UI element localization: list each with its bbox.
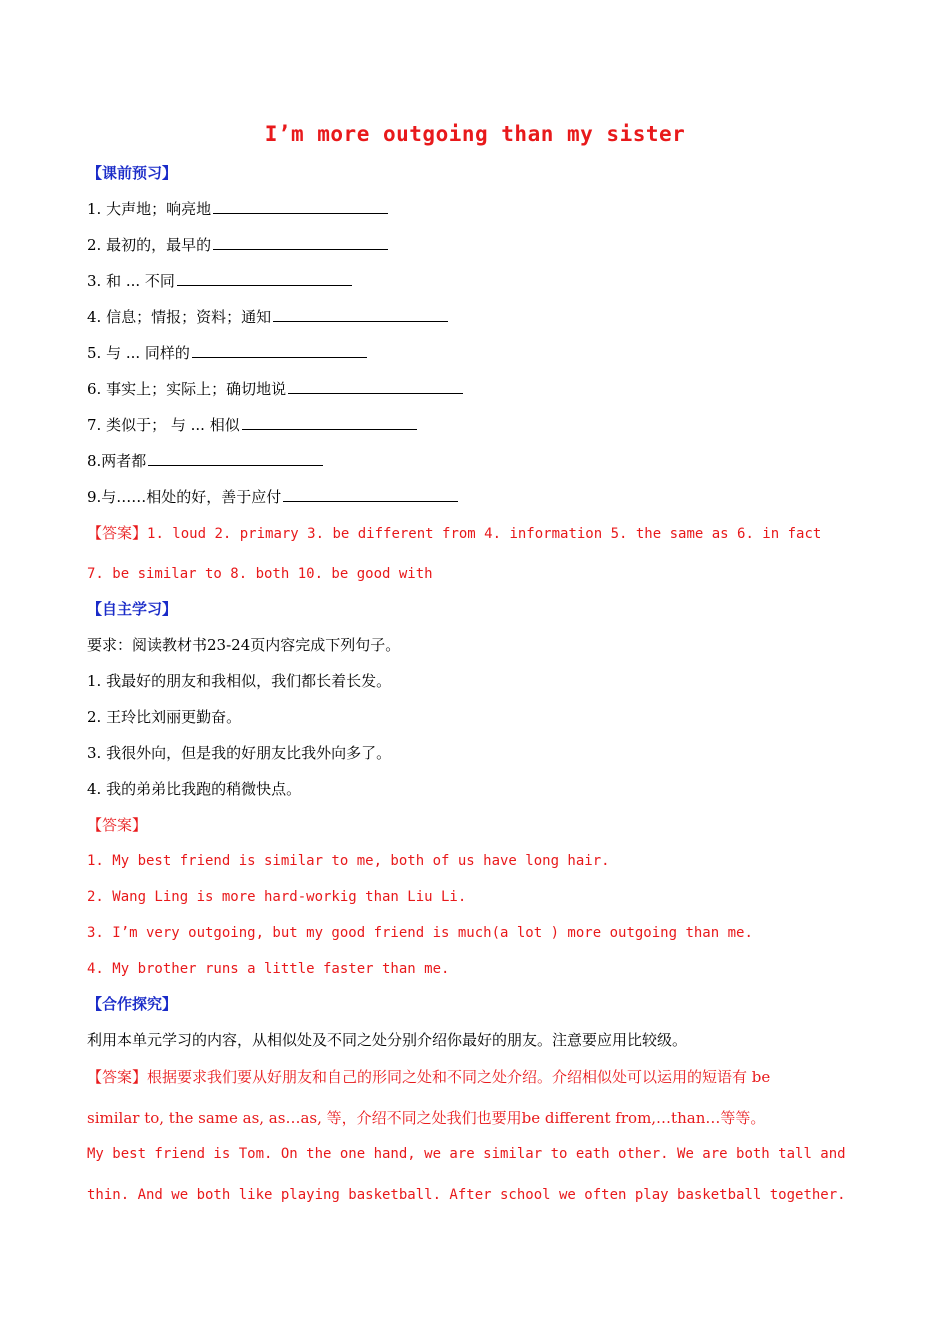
document-title: I’m more outgoing than my sister	[264, 122, 686, 146]
answer-blank	[273, 307, 448, 322]
preview-item-text: 7. 类似于； 与 ... 相似	[87, 416, 240, 434]
preview-item-text: 9.与……相处的好，善于应付	[87, 488, 282, 506]
self-study-item: 2. 王玲比刘丽更勤奋。	[87, 708, 242, 726]
answer-blank	[242, 415, 417, 430]
preview-item	[87, 343, 367, 363]
self-study-instruction: 要求：阅读教材书23-24页内容完成下列句子。	[87, 636, 401, 654]
answer-blank	[288, 379, 463, 394]
section-heading-cooperation: 【合作探究】	[87, 995, 178, 1013]
preview-item	[87, 307, 448, 327]
preview-item	[87, 379, 463, 399]
cooperation-instruction: 利用本单元学习的内容，从相似处及不同之处分别介绍你最好的朋友。注意要应用比较级。	[87, 1031, 688, 1049]
preview-answer-line	[87, 523, 821, 544]
preview-item	[87, 235, 388, 255]
preview-item-text: 3. 和 ... 不同	[87, 272, 175, 290]
answer-label: 【答案】	[87, 1068, 148, 1086]
answer-label: 【答案】	[87, 524, 148, 542]
answer-blank	[148, 451, 323, 466]
answer-blank	[283, 487, 458, 502]
cooperation-answer-text: 根据要求我们要从好朋友和自己的形同之处和不同之处介绍。介绍相似处可以运用的短语有 be	[147, 1068, 771, 1086]
answer-blank	[213, 235, 388, 250]
self-study-answer: 4. My brother runs a little faster than me.	[87, 961, 450, 977]
preview-answer-continuation: 7. be similar to 8. both 10. be good with	[87, 566, 433, 582]
answer-blank	[192, 343, 367, 358]
self-study-answer: 1. My best friend is similar to me, both of us have long hair.	[87, 853, 610, 869]
answer-blank	[177, 271, 352, 286]
preview-item	[87, 415, 417, 435]
cooperation-answer-line: My best friend is Tom. On the one hand, we are similar to eath other. We are both tall and	[87, 1146, 846, 1162]
cooperation-answer-line: similar to, the same as, as…as, 等，介绍不同之处我们也要用be different from,…than…等等。	[87, 1109, 766, 1127]
self-study-item: 4. 我的弟弟比我跑的稍微快点。	[87, 780, 302, 798]
preview-item-text: 6. 事实上；实际上；确切地说	[87, 380, 287, 398]
self-study-answer: 3. I’m very outgoing, but my good friend is much(a lot ) more outgoing than me.	[87, 925, 753, 941]
answer-blank	[213, 199, 388, 214]
preview-item	[87, 451, 323, 471]
preview-item-text: 5. 与 ... 同样的	[87, 344, 190, 362]
self-study-item: 3. 我很外向，但是我的好朋友比我外向多了。	[87, 744, 392, 762]
answer-label: 【答案】	[87, 816, 148, 834]
preview-item	[87, 271, 352, 291]
section-heading-preview: 【课前预习】	[87, 164, 178, 182]
section-heading-self-study: 【自主学习】	[87, 600, 178, 618]
preview-item	[87, 199, 388, 219]
cooperation-answer-line: thin. And we both like playing basketball. After school we often play basketball together.	[87, 1187, 846, 1203]
self-study-answer: 2. Wang Ling is more hard-workig than Liu Li.	[87, 889, 467, 905]
self-study-item: 1. 我最好的朋友和我相似，我们都长着长发。	[87, 672, 392, 690]
preview-item-text: 8.两者都	[87, 452, 147, 470]
preview-answer-text: 1. loud 2. primary 3. be different from 4. information 5. the same as 6. in fact	[147, 526, 822, 542]
cooperation-answer-line	[87, 1067, 770, 1087]
preview-item-text: 4. 信息；情报；资料；通知	[87, 308, 272, 326]
preview-item-text: 2. 最初的，最早的	[87, 236, 212, 254]
preview-item-text: 1. 大声地；响亮地	[87, 200, 212, 218]
preview-item	[87, 487, 458, 507]
